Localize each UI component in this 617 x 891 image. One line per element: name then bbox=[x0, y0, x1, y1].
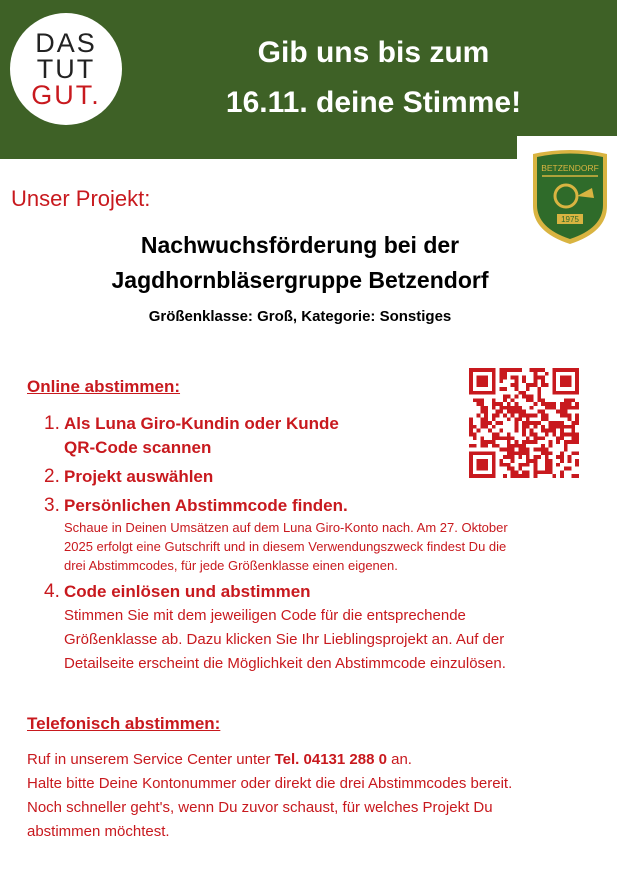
phone-number[interactable]: Tel. 04131 288 0 bbox=[274, 751, 387, 768]
phone-instructions bbox=[27, 748, 607, 844]
logo-line-2: TUT bbox=[36, 54, 96, 84]
step-2 bbox=[44, 465, 604, 489]
project-label: Unser Projekt: bbox=[11, 186, 151, 211]
step-text: Größenklasse ab. Dazu klicken Sie Ihr Lieblingsprojekt an. Auf der bbox=[64, 631, 505, 648]
phone-line-1-suffix: an. bbox=[386, 751, 412, 768]
step-3 bbox=[44, 494, 604, 575]
step-number: 2. bbox=[44, 466, 60, 487]
phone-line-2: Halte bitte Deine Kontonummer oder direkt die drei Abstimmcodes bereit. bbox=[27, 775, 513, 792]
logo-line-3: GUT. bbox=[31, 80, 101, 110]
headline-line-1: Gib uns bis zum bbox=[257, 36, 490, 69]
step-4 bbox=[44, 580, 604, 676]
logo-line-1: DAS bbox=[35, 28, 97, 58]
project-subtitle: Größenklasse: Groß, Kategorie: Sonstiges bbox=[148, 308, 452, 325]
step-text: Schaue in Deinen Umsätzen auf dem Luna Giro-Konto nach. Am 27. Oktober bbox=[64, 520, 508, 535]
step-number: 1. bbox=[44, 413, 60, 434]
badge-top-text: BETZENDORF bbox=[541, 163, 599, 173]
step-title: Persönlichen Abstimmcode finden. bbox=[64, 496, 348, 515]
step-title: Projekt auswählen bbox=[64, 467, 214, 486]
phone-line-1-prefix: Ruf in unserem Service Center unter bbox=[27, 751, 275, 768]
step-number: 3. bbox=[44, 495, 60, 516]
phone-section-title: Telefonisch abstimmen: bbox=[27, 714, 221, 733]
badge-year: 1975 bbox=[561, 215, 579, 224]
headline bbox=[130, 28, 617, 128]
step-text: Stimmen Sie mit dem jeweiligen Code für die entsprechende bbox=[64, 607, 466, 624]
step-1 bbox=[44, 412, 604, 460]
step-number: 4. bbox=[44, 581, 60, 602]
step-text: 2025 erfolgt eine Gutschrift und in diesem Verwendungszweck findest Du die bbox=[64, 539, 507, 554]
step-title: Als Luna Giro-Kundin oder Kunde bbox=[64, 414, 339, 433]
phone-line-1 bbox=[27, 748, 607, 772]
headline-line-2: 16.11. deine Stimme! bbox=[225, 86, 522, 119]
phone-line-3: Noch schneller geht's, wenn Du zuvor schaust, für welches Projekt Du bbox=[27, 799, 493, 816]
das-tut-gut-logo bbox=[10, 13, 122, 125]
step-title: QR-Code scannen bbox=[64, 438, 212, 457]
project-title bbox=[0, 228, 600, 298]
online-section-title: Online abstimmen: bbox=[27, 377, 181, 396]
phone-line-4: abstimmen möchtest. bbox=[27, 823, 170, 840]
project-title-line-1: Nachwuchsförderung bei der bbox=[140, 232, 460, 258]
step-text: Detailseite erscheint die Möglichkeit den Abstimmcode einzulösen. bbox=[64, 655, 506, 672]
step-title: Code einlösen und abstimmen bbox=[64, 582, 311, 601]
step-text: drei Abstimmcodes, für jede Größenklasse einen eigenen. bbox=[64, 558, 398, 573]
project-title-line-2: Jagdhornbläsergruppe Betzendorf bbox=[111, 267, 489, 293]
